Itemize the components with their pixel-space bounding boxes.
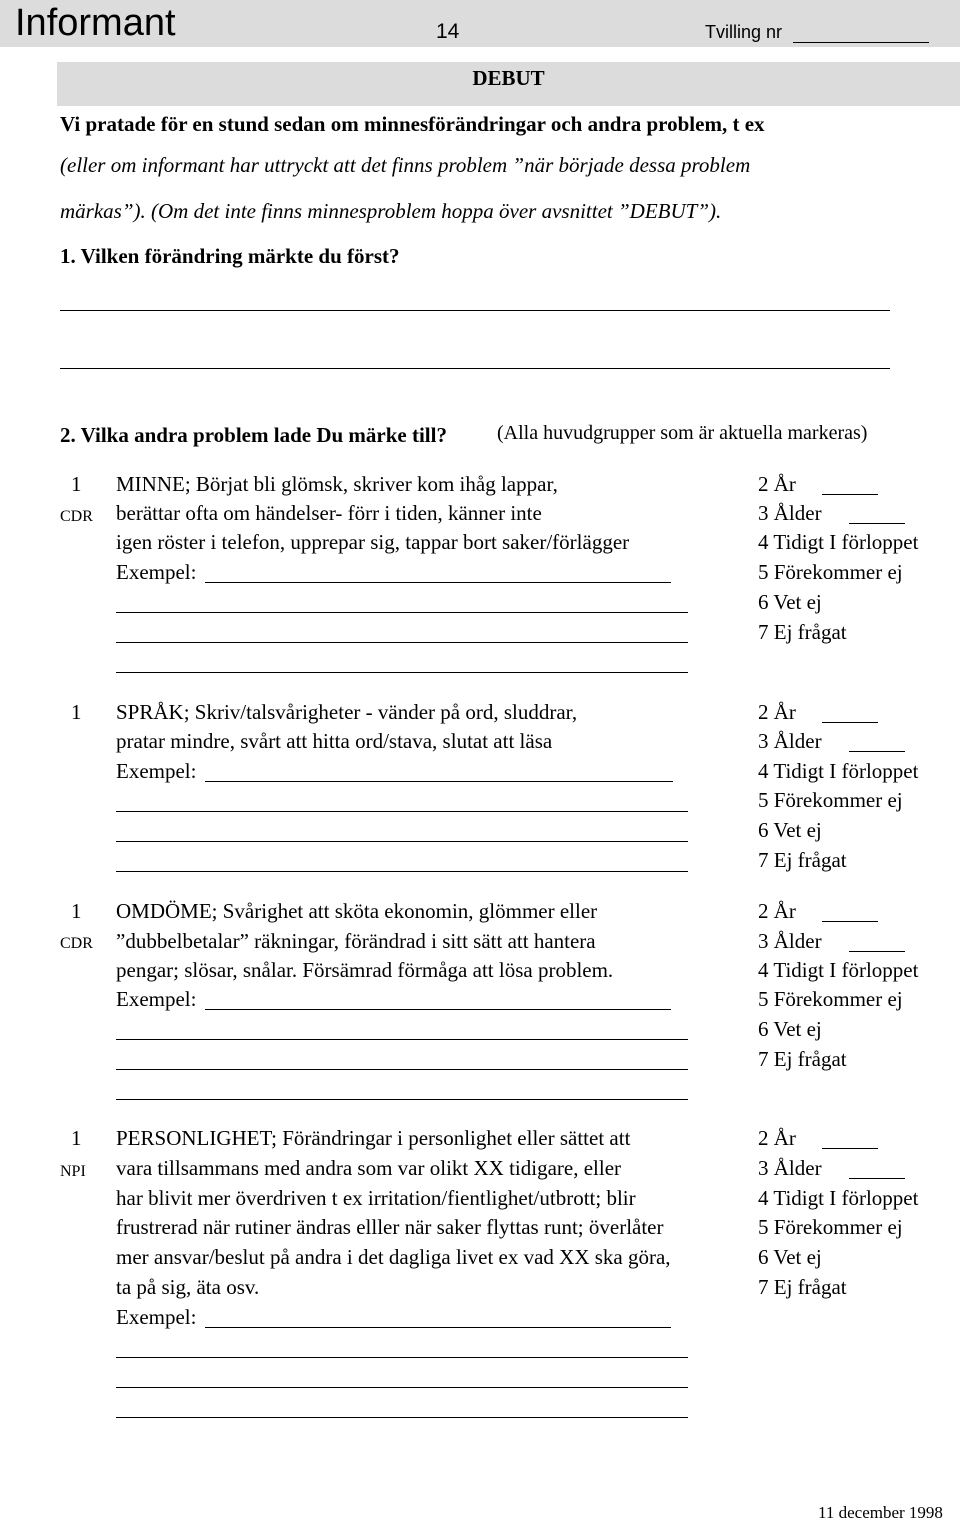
option-year[interactable]: 2 År xyxy=(758,1126,796,1150)
option-dont-know[interactable]: 6 Vet ej xyxy=(758,590,822,614)
example-line[interactable] xyxy=(116,811,688,812)
year-field[interactable] xyxy=(822,921,878,922)
example-line[interactable] xyxy=(116,841,688,842)
example-line[interactable] xyxy=(205,1327,671,1328)
option-not-present[interactable]: 5 Förekommer ej xyxy=(758,987,903,1011)
group-number: 1 xyxy=(71,700,82,724)
option-not-asked[interactable]: 7 Ej frågat xyxy=(758,1275,847,1299)
group-text-line: pengar; slösar, snålar. Försämrad förmåga att lösa problem. xyxy=(116,958,614,982)
group-number: 1 xyxy=(71,1126,82,1150)
example-line[interactable] xyxy=(116,1387,688,1388)
group-tag: CDR xyxy=(60,935,93,952)
option-age[interactable]: 3 Ålder xyxy=(758,1156,822,1180)
intro-line-2: (eller om informant har uttryckt att det finns problem ”när började dessa problem xyxy=(60,153,751,177)
question-2: 2. Vilka andra problem lade Du märke till? xyxy=(60,423,447,447)
example-line[interactable] xyxy=(116,1099,688,1100)
group-number: 1 xyxy=(71,472,82,496)
group-number: 1 xyxy=(71,899,82,923)
answer-line[interactable] xyxy=(60,310,890,311)
option-year[interactable]: 2 År xyxy=(758,472,796,496)
age-field[interactable] xyxy=(849,951,905,952)
example-line[interactable] xyxy=(116,871,688,872)
option-dont-know[interactable]: 6 Vet ej xyxy=(758,1017,822,1041)
intro-line-1: Vi pratade för en stund sedan om minnesförändringar och andra problem, t ex xyxy=(60,112,765,136)
group-text-line: igen röster i telefon, upprepar sig, tappar bort saker/förlägger xyxy=(116,530,630,554)
option-early[interactable]: 4 Tidigt I förloppet xyxy=(758,958,919,982)
informant-title: Informant xyxy=(15,2,176,44)
option-early[interactable]: 4 Tidigt I förloppet xyxy=(758,530,919,554)
footer-date: 11 december 1998 xyxy=(818,1503,943,1522)
option-not-present[interactable]: 5 Förekommer ej xyxy=(758,560,903,584)
group-text-line: har blivit mer överdriven t ex irritation/fientlighet/utbrott; blir xyxy=(116,1186,636,1210)
option-not-asked[interactable]: 7 Ej frågat xyxy=(758,620,847,644)
year-field[interactable] xyxy=(822,722,878,723)
option-year[interactable]: 2 År xyxy=(758,899,796,923)
example-label: Exempel: xyxy=(116,560,197,584)
example-line[interactable] xyxy=(116,1069,688,1070)
twin-number-label: Tvilling nr xyxy=(705,22,783,42)
option-not-asked[interactable]: 7 Ej frågat xyxy=(758,1047,847,1071)
age-field[interactable] xyxy=(849,1178,905,1179)
page-number: 14 xyxy=(436,20,460,43)
option-age[interactable]: 3 Ålder xyxy=(758,729,822,753)
group-text-line: mer ansvar/beslut på andra i det dagliga livet ex vad XX ska göra, xyxy=(116,1245,671,1269)
group-text-line: ”dubbelbetalar” räkningar, förändrad i sitt sätt att hantera xyxy=(116,929,596,953)
answer-line[interactable] xyxy=(60,368,890,369)
option-age[interactable]: 3 Ålder xyxy=(758,929,822,953)
group-text-line: berättar ofta om händelser- förr i tiden, känner inte xyxy=(116,501,542,525)
option-dont-know[interactable]: 6 Vet ej xyxy=(758,1245,822,1269)
year-field[interactable] xyxy=(822,494,878,495)
group-text-line: ta på sig, äta osv. xyxy=(116,1275,260,1299)
option-not-present[interactable]: 5 Förekommer ej xyxy=(758,788,903,812)
option-early[interactable]: 4 Tidigt I förloppet xyxy=(758,1186,919,1210)
question-2-note: (Alla huvudgrupper som är aktuella markeras) xyxy=(497,422,868,444)
example-line[interactable] xyxy=(116,612,688,613)
example-label: Exempel: xyxy=(116,987,197,1011)
group-text-line: pratar mindre, svårt att hitta ord/stava, slutat att läsa xyxy=(116,729,553,753)
group-text-line: PERSONLIGHET; Förändringar i personlighet eller sättet att xyxy=(116,1126,631,1150)
option-dont-know[interactable]: 6 Vet ej xyxy=(758,818,822,842)
option-early[interactable]: 4 Tidigt I förloppet xyxy=(758,759,919,783)
group-text-line: frustrerad när rutiner ändras elller när saker flyttas runt; överlåter xyxy=(116,1215,664,1239)
example-label: Exempel: xyxy=(116,1305,197,1329)
section-header-bar xyxy=(57,62,960,106)
example-line[interactable] xyxy=(116,672,688,673)
year-field[interactable] xyxy=(822,1148,878,1149)
group-text-line: OMDÖME; Svårighet att sköta ekonomin, glömmer eller xyxy=(116,899,598,923)
example-line[interactable] xyxy=(205,781,673,782)
option-not-present[interactable]: 5 Förekommer ej xyxy=(758,1215,903,1239)
age-field[interactable] xyxy=(849,523,905,524)
group-tag: CDR xyxy=(60,508,93,525)
section-title: DEBUT xyxy=(472,66,545,90)
header-bar xyxy=(0,0,960,47)
group-text-line: vara tillsammans med andra som var olikt XX tidigare, eller xyxy=(116,1156,622,1180)
group-tag: NPI xyxy=(60,1163,86,1180)
group-text-line: SPRÅK; Skriv/talsvårigheter - vänder på ord, sluddrar, xyxy=(116,700,578,724)
intro-line-3: märkas”). (Om det inte finns minnesproblem hoppa över avsnittet ”DEBUT”). xyxy=(60,199,722,223)
example-line[interactable] xyxy=(116,1417,688,1418)
example-line[interactable] xyxy=(116,1039,688,1040)
age-field[interactable] xyxy=(849,751,905,752)
option-year[interactable]: 2 År xyxy=(758,700,796,724)
option-not-asked[interactable]: 7 Ej frågat xyxy=(758,848,847,872)
example-line[interactable] xyxy=(205,582,671,583)
example-label: Exempel: xyxy=(116,759,197,783)
option-age[interactable]: 3 Ålder xyxy=(758,501,822,525)
question-1: 1. Vilken förändring märkte du först? xyxy=(60,244,400,268)
example-line[interactable] xyxy=(116,1357,688,1358)
example-line[interactable] xyxy=(116,642,688,643)
twin-number-field[interactable] xyxy=(793,42,929,43)
group-text-line: MINNE; Börjat bli glömsk, skriver kom ihåg lappar, xyxy=(116,472,558,496)
example-line[interactable] xyxy=(205,1009,671,1010)
